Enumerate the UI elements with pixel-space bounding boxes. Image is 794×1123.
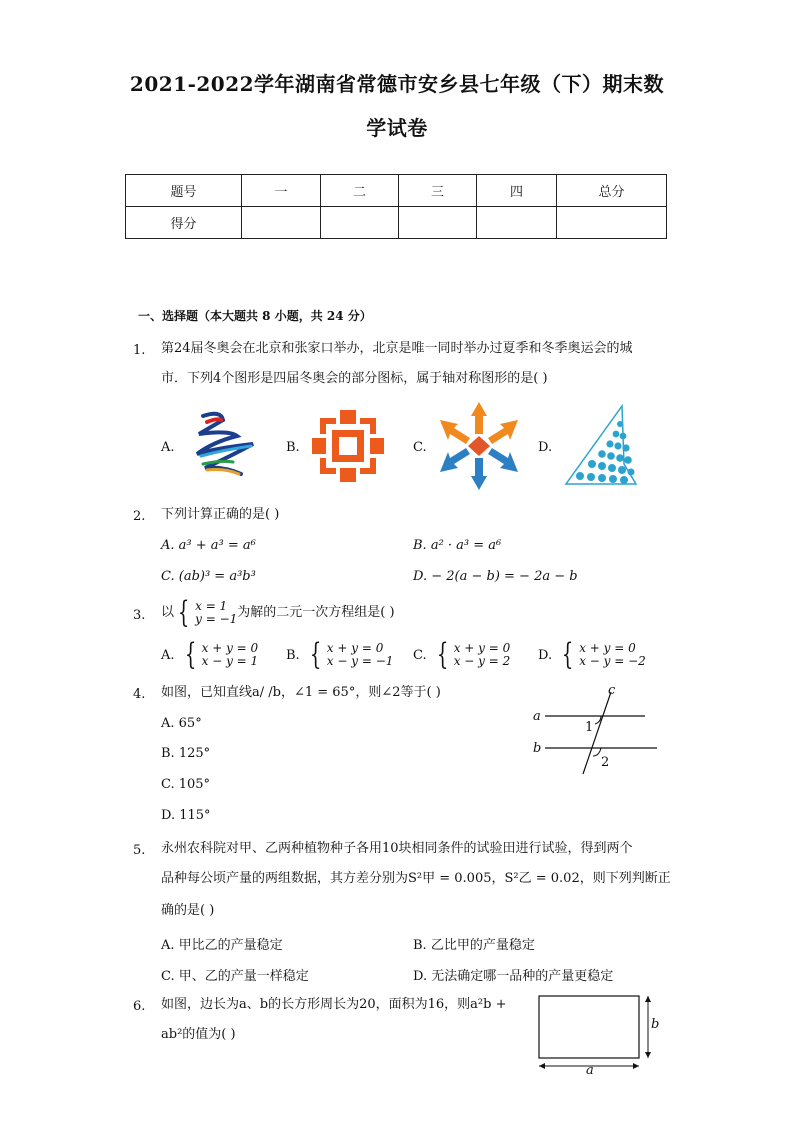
- winter-olympics-emblem-c: [434, 398, 524, 494]
- angle-2-arc: [593, 748, 601, 756]
- winter-olympics-emblem-a: [183, 408, 261, 486]
- label-b: b: [651, 1017, 660, 1032]
- question-number: 5.: [133, 843, 146, 858]
- option-label: B.: [286, 647, 300, 663]
- score-cell: [242, 207, 321, 239]
- option-label: D.: [538, 440, 553, 455]
- equation-system: { x + y = 0 x − y = 1: [184, 637, 259, 672]
- score-table: [125, 174, 667, 239]
- label-c: c: [608, 683, 616, 698]
- question-number: 4.: [133, 687, 146, 702]
- score-cell: [321, 207, 399, 239]
- option-b: B. 乙比甲的产量稳定: [413, 938, 535, 953]
- equation-system: [174, 595, 238, 630]
- score-header-cell: 一: [242, 175, 321, 207]
- option-d: D. 无法确定哪一品种的产量更稳定: [413, 969, 614, 984]
- option-label: A.: [161, 647, 175, 663]
- arrowhead: [645, 996, 651, 1002]
- winter-olympics-emblem-b: [310, 408, 386, 484]
- option-b: B. 125°: [161, 746, 211, 761]
- equation-line: x = 1: [195, 599, 228, 613]
- rectangle-figure: [534, 990, 664, 1080]
- option-c: [413, 637, 511, 672]
- option-d: D. − 2(a − b) = − 2a − b: [413, 569, 578, 584]
- score-header-cell: 总分: [557, 175, 667, 207]
- equation-system: { x + y = 0 x − y = −1: [309, 637, 394, 672]
- label-angle-1: 1: [585, 720, 594, 735]
- option-label: B.: [286, 440, 300, 455]
- question-text: 品种每公顷产量的两组数据，其方差分别为S²甲 = 0.005，S²乙 = 0.02，则下列判断正: [161, 871, 671, 886]
- score-row-label: 得分: [126, 207, 242, 239]
- score-cell: [399, 207, 477, 239]
- section-heading: 一、选择题（本大题共 8 小题，共 24 分）: [138, 309, 372, 323]
- label-b: b: [533, 741, 542, 756]
- score-header-cell: 题号: [126, 175, 242, 207]
- equation-line: x + y = 0: [453, 641, 511, 655]
- score-cell: [477, 207, 557, 239]
- equation-line: x + y = 0: [201, 641, 259, 655]
- question-text: [161, 595, 395, 630]
- option-a: A. 65°: [161, 716, 202, 731]
- option-b: [286, 637, 394, 672]
- question-text: ab²的值为( ): [161, 1027, 236, 1042]
- label-a: a: [533, 709, 541, 724]
- brace-glyph: {: [177, 595, 190, 630]
- question-text-pre: 以: [161, 605, 175, 620]
- option-c: C. 甲、乙的产量一样稳定: [161, 969, 309, 984]
- equation-line: x + y = 0: [579, 641, 636, 655]
- equation-line: x − y = 1: [201, 654, 259, 668]
- score-header-cell: 二: [321, 175, 399, 207]
- option-label: C.: [413, 440, 427, 455]
- rectangle: [539, 996, 639, 1058]
- question-text: 永州农科院对甲、乙两种植物种子各用10块相同条件的试验田进行试验，得到两个: [161, 841, 633, 856]
- option-b: B. a² · a³ = a⁶: [413, 538, 502, 553]
- option-label: A.: [161, 440, 175, 455]
- question-number: 3.: [133, 608, 146, 623]
- question-text-post: 为解的二元一次方程组是( ): [237, 605, 395, 620]
- equation-line: x − y = −1: [326, 654, 394, 668]
- option-a: A. a³ + a³ = a⁶: [161, 538, 256, 553]
- arrowhead: [539, 1063, 545, 1069]
- question-text: 如图，边长为a、b的长方形周长为20，面积为16，则a²b +: [161, 997, 507, 1012]
- equation-line: x − y = 2: [453, 654, 511, 668]
- score-cell: [557, 207, 667, 239]
- label-a: a: [586, 1063, 594, 1078]
- label-angle-2: 2: [601, 755, 610, 770]
- option-c: C. (ab)³ = a³b³: [161, 569, 256, 584]
- paper-title-line2: 学试卷: [366, 116, 428, 140]
- parallel-lines-figure: [525, 680, 665, 780]
- question-text: 第24届冬奥会在北京和张家口举办，北京是唯一同时举办过夏季和冬季奥运会的城: [161, 341, 633, 356]
- option-c: C. 105°: [161, 777, 211, 792]
- paper-title-line1: 2021-2022学年湖南省常德市安乡县七年级（下）期末数: [129, 72, 665, 96]
- equation-line: x + y = 0: [326, 641, 384, 655]
- score-table-score-row: [126, 207, 667, 239]
- option-d: D. 115°: [161, 808, 211, 823]
- score-table-header-row: [126, 175, 667, 207]
- equation-line: y = −1: [195, 612, 238, 626]
- option-d: [538, 637, 646, 672]
- score-header-cell: 四: [477, 175, 557, 207]
- option-a: [161, 637, 259, 672]
- equation-system: { x + y = 0 x − y = −2: [561, 637, 646, 672]
- score-header-cell: 三: [399, 175, 477, 207]
- question-text: 确的是( ): [161, 903, 215, 918]
- option-label: D.: [538, 647, 553, 663]
- winter-olympics-emblem-d: [560, 404, 640, 488]
- arrowhead: [633, 1063, 639, 1069]
- equation-line: x − y = −2: [579, 654, 646, 668]
- question-number: 1.: [133, 343, 146, 358]
- arrowhead: [645, 1052, 651, 1058]
- question-text: 如图，已知直线a/ /b，∠1 = 65°，则∠2等于( ): [161, 685, 441, 700]
- question-text: 市．下列4个图形是四届冬奥会的部分图标，属于轴对称图形的是( ): [161, 371, 548, 386]
- equation-system: { x + y = 0 x − y = 2: [436, 637, 511, 672]
- question-number: 2.: [133, 509, 146, 524]
- question-number: 6.: [133, 999, 146, 1014]
- option-label: C.: [413, 647, 427, 663]
- question-text: 下列计算正确的是( ): [161, 507, 280, 522]
- option-a: A. 甲比乙的产量稳定: [161, 938, 283, 953]
